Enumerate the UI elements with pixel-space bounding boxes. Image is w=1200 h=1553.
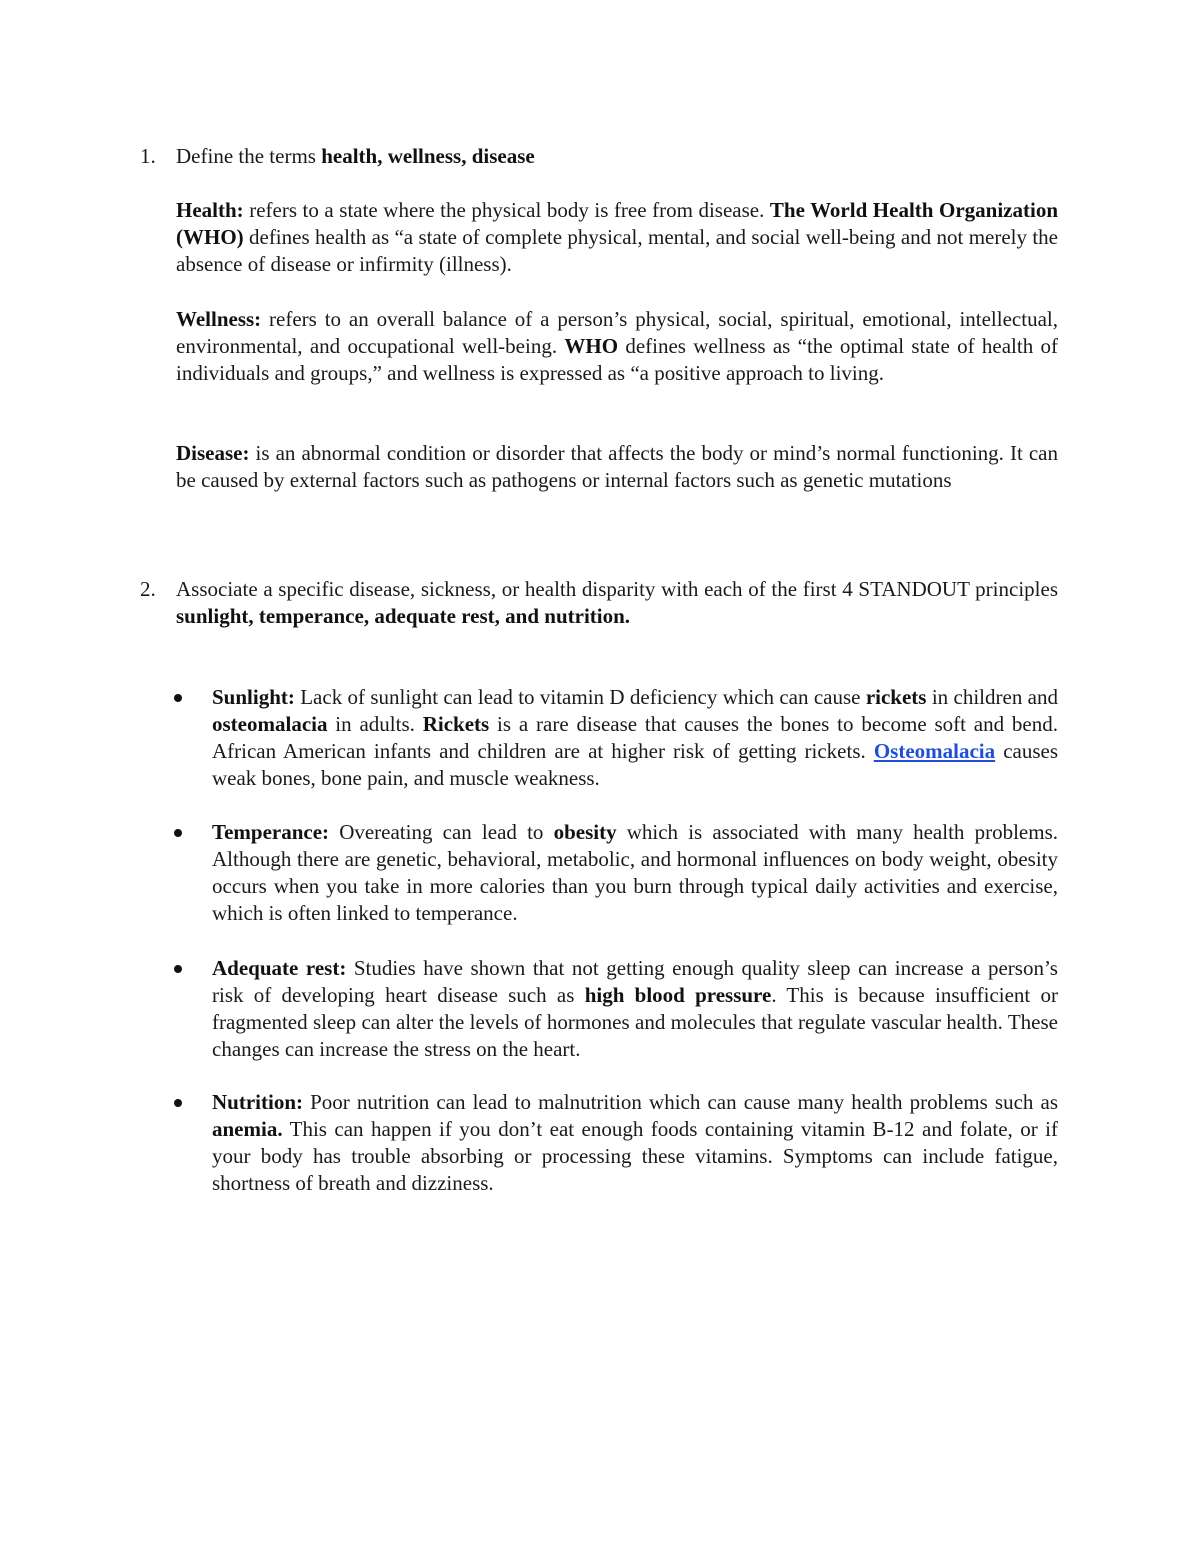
- rickets-term-2: Rickets: [422, 712, 490, 736]
- high-blood-pressure-term: high blood pressure: [584, 983, 772, 1007]
- obesity-term: obesity: [553, 820, 617, 844]
- bullet-sunlight: [212, 684, 1058, 792]
- sunlight-text-1: Lack of sunlight can lead to vitamin D deficiency which can cause: [294, 685, 866, 709]
- bullet-icon: [174, 829, 182, 837]
- sunlight-text-5: causes weak bones, bone pain, and muscle weakness.: [212, 739, 1058, 790]
- bullet-nutrition: [212, 1089, 1058, 1197]
- temperance-label: Temperance:: [212, 820, 330, 844]
- temperance-text-1: Overeating can lead to: [329, 820, 554, 844]
- question-1-number: 1.: [140, 144, 156, 168]
- question-1: [140, 143, 1058, 170]
- wellness-label: Wellness:: [176, 307, 262, 331]
- health-definition: [176, 197, 1058, 278]
- question-2-text: Associate a specific disease, sickness, or health disparity with each of the first 4 STANDOUT principles: [176, 577, 1058, 601]
- wellness-text-1: refers to an overall balance of a person’s physical, social, spiritual, emotional, intellectual, environmental, and occupational well-being.: [176, 307, 1058, 358]
- bullet-icon: [174, 694, 182, 702]
- disease-text: is an abnormal condition or disorder that affects the body or mind’s normal functioning. It can be caused by external factors such as pathogens or internal factors such as genetic mutations: [176, 441, 1058, 492]
- nutrition-text-1: Poor nutrition can lead to malnutrition which can cause many health problems such as: [303, 1090, 1058, 1114]
- health-text-2: defines health as “a state of complete physical, mental, and social well-being and not merely the absence of disease or infirmity (illness).: [176, 225, 1058, 276]
- wellness-text-2: defines wellness as “the optimal state of health of individuals and groups,” and wellness is expressed as “a positive approach to living.: [176, 334, 1058, 385]
- health-text-1: refers to a state where the physical body is free from disease.: [243, 198, 770, 222]
- sunlight-text-3: in adults.: [327, 712, 423, 736]
- question-2-number: 2.: [140, 577, 156, 601]
- nutrition-text-2: This can happen if you don’t eat enough foods containing vitamin B-12 and folate, or if your body has trouble absorbing or processing these vitamins. Symptoms can include fatigue, shortness of breath and dizziness.: [212, 1117, 1058, 1195]
- temperance-text-2: which is associated with many health problems. Although there are genetic, behavioral, metabolic, and hormonal influences on body weight, obesity occurs when you take in more calories than you burn through typical daily activities and exercise, which is often linked to temperance.: [212, 820, 1058, 925]
- question-1-text: Define the terms: [176, 144, 322, 168]
- bullet-icon: [174, 965, 182, 973]
- sunlight-text-4: is a rare disease that causes the bones to become soft and bend. African American infants and children are at higher risk of getting rickets.: [212, 712, 1058, 763]
- osteomalacia-link[interactable]: Osteomalacia: [873, 739, 996, 763]
- who-name: The World Health Organization (WHO): [176, 198, 1059, 249]
- sunlight-label: Sunlight:: [212, 685, 295, 709]
- anemia-term: anemia.: [212, 1117, 283, 1141]
- disease-label: Disease:: [176, 441, 250, 465]
- question-2: [140, 576, 1058, 630]
- health-label: Health:: [176, 198, 244, 222]
- bullet-rest: [212, 955, 1058, 1063]
- bullet-temperance: [212, 819, 1058, 927]
- wellness-who: WHO: [564, 334, 619, 358]
- question-1-bold: health, wellness, disease: [321, 144, 535, 168]
- rest-label: Adequate rest:: [212, 956, 347, 980]
- osteomalacia-term: osteomalacia: [212, 712, 328, 736]
- rest-text-1: Studies have shown that not getting enough quality sleep can increase a person’s risk of developing heart disease such as: [212, 956, 1058, 1007]
- question-2-bold: sunlight, temperance, adequate rest, and nutrition.: [176, 604, 631, 628]
- rickets-term: rickets: [865, 685, 927, 709]
- nutrition-label: Nutrition:: [212, 1090, 303, 1114]
- wellness-definition: [176, 306, 1058, 387]
- sunlight-text-2: in children and: [926, 685, 1058, 709]
- disease-definition: [176, 440, 1058, 494]
- bullet-icon: [174, 1099, 182, 1107]
- rest-text-2: . This is because insufficient or fragmented sleep can alter the levels of hormones and molecules that regulate vascular health. These changes can increase the stress on the heart.: [212, 983, 1058, 1061]
